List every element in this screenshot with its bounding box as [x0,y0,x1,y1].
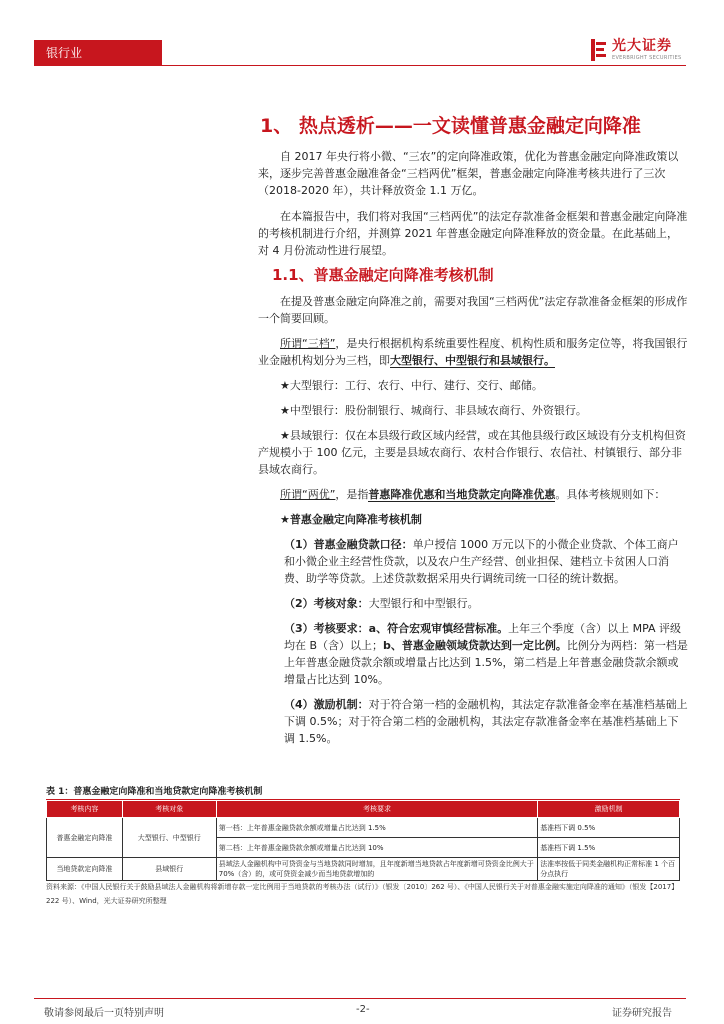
table-title: 表 1：普惠金融定向降准和当地贷款定向降准考核机制 [46,787,263,797]
table-cell: 法准率按低于同类金融机构正常标准 1 个百分点执行 [538,858,680,881]
brand-logo-icon [589,38,609,64]
policy-table [46,800,680,881]
rule-4 [258,696,688,747]
section-paragraph-1: 在提及普惠金融定向降准之前，需要对我国“三档两优”法定存款准备金框架的形成作一个简要回顾。 [258,295,688,325]
footer-disclaimer: 敬请参阅最后一页特别声明 [44,1008,164,1019]
rule-1 [258,536,688,587]
liangyou-text: ，是指 [335,488,369,501]
table-cell: 基准档下调 0.5% [538,818,680,838]
rule-3 [258,620,688,688]
liangyou-bold: 普惠降准优惠和当地贷款定向降准优惠 [368,488,556,501]
intro-section [258,148,688,259]
table-cell: 基准档下调 1.5% [538,838,680,858]
footer-report-type: 证券研究报告 [612,1008,672,1019]
header-divider [162,65,686,66]
rule-1-text: 单户授信 1000 万元以下的小微企业贷款、个体工商户和小微企业主经营性贷款，以及农户生产经营、创业担保、建档立卡贫困人口消费、助学等贷款。上述贷款数据采用央行调统司统一口径的统计数据。 [284,538,679,585]
mechanism-section [258,293,688,747]
intro-paragraph-2: 在本篇报告中，我们将对我国“三档两优”的法定存款准备金框架和普惠金融定向降准的考核机制进行介绍，并测算 2021 年普惠金融定向降准释放的资金量。在此基础上，对 4 月份流动性进行展望。 [258,210,688,257]
sandang-bold: 大型银行、中型银行和县域银行。 [390,354,555,367]
liangyou-tail: 。具体考核规则如下： [555,488,666,501]
header-section-label: 银行业 [46,46,83,60]
table-row [47,818,680,838]
rule-3-a-text: 上年三个季度（含）以上 MPA 评级均在 B（含）以上； [284,622,682,652]
table-cell: 普惠金融定向降准 [47,818,123,858]
footer-divider [34,998,686,999]
table-header: 考核对象 [122,801,216,818]
bullet-large-banks: ★大型银行：工行、农行、中行、建行、交行、邮储。 [280,379,543,392]
intro-paragraph-1: 自 2017 年央行将小微、“三农”的定向降准政策，优化为普惠金融定向降准政策以来，逐步完善普惠金融准备金“三档两优”框架，普惠金融定向降准考核共进行了三次（2018-2020 年），共计释放资金 1.1 万亿。 [258,150,679,197]
table-header-row [47,801,680,818]
heading-2: 1.1、普惠金融定向降准考核机制 [272,266,494,284]
sandang-text: ，是央行根据机构系统重要性程度、机构性质和服务定位等，将我国银行业金融机构划分为三档，即 [258,337,688,367]
sandang-paragraph [258,335,688,369]
table-cell: 当地贷款定向降准 [47,858,123,881]
table-cell: 第一档：上年普惠金融贷款余额或增量占比达到 1.5% [216,818,537,838]
table-cell: 大型银行、中型银行 [122,818,216,858]
bullet-medium-banks: ★中型银行：股份制银行、城商行、非县域农商行、外资银行。 [280,404,587,417]
table-cell: 县域银行 [122,858,216,881]
mechanism-title: ★普惠金融定向降准考核机制 [280,513,422,526]
rule-1-label: （1）普惠金融贷款口径： [284,538,413,551]
rule-3-a: a、符合宏观审慎经营标准。 [368,622,509,635]
rule-2 [258,595,688,612]
rule-2-label: （2）考核对象： [284,597,369,610]
liangyou-label: 所谓“两优” [280,488,336,501]
table-row [47,858,680,881]
rule-3-b: b、普惠金融领域贷款达到一定比例。 [383,639,567,652]
rule-2-text: 大型银行和中型银行。 [368,597,479,610]
rule-4-text: 对于符合第一档的金融机构，其法定存款准备金率在基准档基础上下调 0.5%；对于符合第二档的金融机构，其法定存款准备金率在基准档基础上下调 1.5%。 [284,698,688,745]
sandang-label: 所谓“三档” [280,337,336,350]
table-header: 考核内容 [47,801,123,818]
rule-3-b-text: 比例分为两档：第一档是上年普惠金融贷款余额或增量占比达到 1.5%，第二档是上年普惠金融贷款余额或增量占比达到 10%。 [284,639,688,686]
bullet-county-banks: ★县域银行：仅在本县级行政区域内经营，或在其他县级行政区域设有分支机构但资产规模小于 100 亿元，主要是县域农商行、农村合作银行、农信社、村镇银行、部分非县域农商行。 [258,429,686,476]
rule-3-label: （3）考核要求： [284,622,369,635]
heading-1: 1、 热点透析——一文读懂普惠金融定向降准 [260,115,641,137]
page-number: -2- [356,1004,370,1015]
brand-name: 光大证券 [612,38,672,54]
table-cell: 第二档：上年普惠金融贷款余额或增量占比达到 10% [216,838,537,858]
table-cell: 县域法人金融机构中可贷资金与当地贷款同时增加，且年度新增当地贷款占年度新增可贷资金比例大于 70%（含）的，或可贷资金减少而当地贷款增加的 [216,858,537,881]
brand-subtitle: EVERBRIGHT SECURITIES [612,55,682,61]
rule-4-label: （4）激励机制： [284,698,369,711]
liangyou-paragraph [258,486,688,503]
table-header: 激励机制 [538,801,680,818]
table-source-note: 资料来源：《中国人民银行关于鼓励县域法人金融机构将新增存款一定比例用于当地贷款的考核办法（试行）》（银发〔2010〕262 号）、《中国人民银行关于对普惠金融实施定向降准的通知》（银发【2017】222 号）、Wind，光大证券研究所整理 [46,883,679,905]
table-header: 考核要求 [216,801,537,818]
